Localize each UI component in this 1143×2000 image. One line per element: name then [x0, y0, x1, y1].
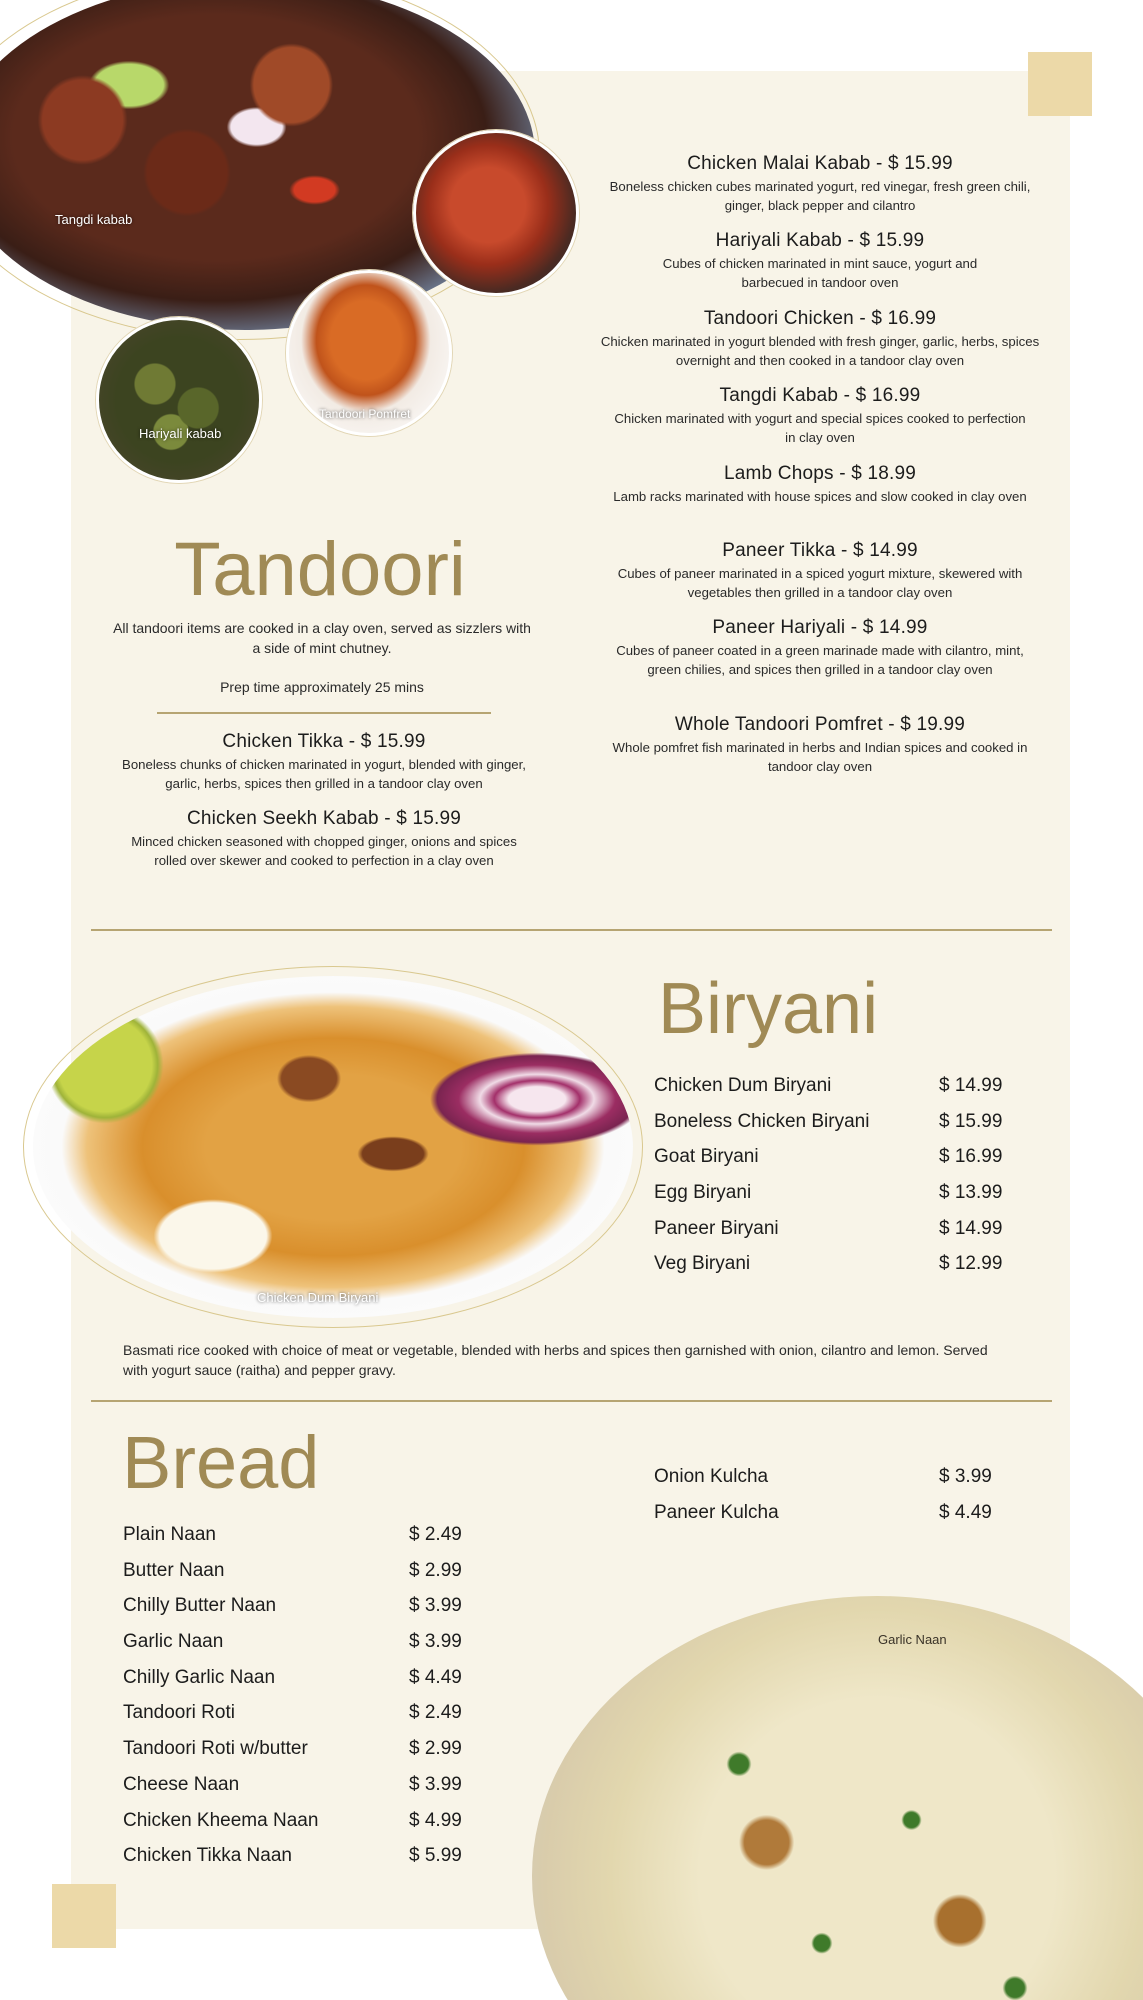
item-name: Onion Kulcha [654, 1466, 769, 1487]
menu-item [600, 308, 1040, 370]
item-name: Lamb Chops - $ 18.99 [723, 463, 916, 484]
price-row [123, 1702, 503, 1738]
item-name: Egg Biryani [654, 1182, 752, 1204]
item-name: Veg Biryani [654, 1253, 751, 1275]
item-price: $ 4.49 [939, 1501, 992, 1523]
item-name: Tandoori Chicken - $ 16.99 [703, 308, 937, 329]
item-name: Tangdi Kabab - $ 16.99 [719, 385, 921, 406]
item-name: Chicken Dum Biryani [654, 1075, 832, 1096]
item-price: $ 13.99 [939, 1182, 1003, 1204]
price-row [123, 1810, 503, 1846]
item-price: $ 3.99 [409, 1595, 462, 1617]
item-name: Hariyali Kabab - $ 15.99 [715, 230, 925, 251]
corner-square-bottom [52, 1884, 116, 1948]
price-row [654, 1182, 1054, 1218]
price-row [123, 1845, 503, 1881]
item-name: Chicken Kheema Naan [123, 1809, 319, 1831]
menu-item [610, 463, 1030, 506]
item-description: Minced chicken seasoned with chopped ginger, onions and spices rolled over skewer and cooked to perfection in a clay oven [131, 834, 517, 868]
menu-item [610, 540, 1030, 602]
item-description: Cubes of paneer marinated in a spiced yogurt mixture, skewered with vegetables then grilled in a tandoor clay oven [617, 566, 1023, 600]
tandoori-chicken-photo [413, 130, 579, 296]
price-row [123, 1667, 503, 1703]
item-description: Whole pomfret fish marinated in herbs and Indian spices and cooked in tandoor clay oven [612, 740, 1028, 774]
item-name: Cheese Naan [123, 1773, 240, 1795]
menu-item [600, 153, 1040, 215]
price-row [123, 1560, 503, 1596]
item-price: $ 3.99 [409, 1773, 462, 1795]
hariyali-kabab-caption: Hariyali kabab [139, 426, 222, 441]
price-row [654, 1218, 1054, 1254]
item-name: Tandoori Roti w/butter [123, 1738, 308, 1760]
price-row [123, 1738, 503, 1774]
item-name: Whole Tandoori Pomfret - $ 19.99 [674, 714, 966, 735]
item-description: Cubes of paneer coated in a green marinade made with cilantro, mint, green chilies, and spices then grilled in a tandoor clay oven [616, 643, 1024, 677]
menu-item [610, 385, 1030, 447]
item-price: $ 16.99 [939, 1146, 1003, 1168]
item-name: Garlic Naan [123, 1631, 224, 1653]
item-name: Goat Biryani [654, 1146, 759, 1168]
tandoori-divider [157, 712, 491, 714]
item-price: $ 14.99 [939, 1217, 1003, 1239]
price-row [654, 1075, 1054, 1111]
tandoori-pomfret-caption: Tandoori Pomfret [319, 407, 411, 421]
bread-section-title: Bread [122, 1421, 320, 1504]
tandoori-prep-time: Prep time approximately 25 mins [220, 679, 424, 695]
menu-item [600, 617, 1040, 679]
hariyali-kabab-photo [96, 317, 262, 483]
item-name: Chicken Tikka - $ 15.99 [222, 731, 426, 752]
tandoori-intro: All tandoori items are cooked in a clay oven, served as sizzlers with a side of mint chutney. [113, 620, 531, 656]
item-description: Boneless chicken cubes marinated yogurt, red vinegar, fresh green chili, ginger, black pepper and cilantro [609, 179, 1031, 213]
item-name: Paneer Tikka - $ 14.99 [722, 540, 918, 561]
item-price: $ 2.99 [409, 1559, 462, 1581]
price-row [654, 1253, 1054, 1289]
item-price: $ 4.49 [409, 1666, 462, 1688]
item-price: $ 2.49 [409, 1702, 462, 1724]
item-name: Tandoori Roti [123, 1702, 235, 1724]
corner-square-top [1028, 52, 1092, 116]
item-price: $ 4.99 [409, 1809, 462, 1831]
biryani-note: Basmati rice cooked with choice of meat or vegetable, blended with herbs and spices then garnished with onion, cilantro and lemon. Served with yogurt sauce (raitha) and pepper gravy. [123, 1342, 988, 1378]
item-description: Cubes of chicken marinated in mint sauce, yogurt and barbecued in tandoor oven [662, 256, 978, 290]
item-description: Chicken marinated in yogurt blended with fresh ginger, garlic, herbs, spices overnight and then cooked in a tandoor clay oven [600, 334, 1040, 368]
menu-item [610, 714, 1030, 776]
item-name: Paneer Hariyali - $ 14.99 [712, 617, 928, 638]
item-price: $ 5.99 [409, 1845, 462, 1867]
item-name: Chilly Butter Naan [123, 1595, 277, 1617]
price-row [123, 1524, 503, 1560]
price-row [654, 1502, 1034, 1538]
chicken-dum-biryani-photo [33, 976, 633, 1318]
biryani-caption: Chicken Dum Biryani [257, 1290, 379, 1305]
bread-price-list [123, 1524, 503, 1881]
item-name: Plain Naan [123, 1524, 216, 1545]
section-divider [91, 929, 1052, 931]
item-price: $ 3.99 [939, 1466, 992, 1487]
biryani-price-list [654, 1075, 1054, 1289]
garlic-naan-caption: Garlic Naan [878, 1632, 947, 1647]
item-name: Paneer Kulcha [654, 1501, 779, 1523]
item-name: Boneless Chicken Biryani [654, 1110, 870, 1132]
item-name: Butter Naan [123, 1559, 225, 1581]
price-row [123, 1774, 503, 1810]
item-price: $ 3.99 [409, 1631, 462, 1653]
item-description: Lamb racks marinated with house spices and slow cooked in clay oven [613, 489, 1027, 504]
item-name: Chicken Tikka Naan [123, 1845, 292, 1867]
item-price: $ 12.99 [939, 1253, 1003, 1275]
item-name: Chicken Malai Kabab - $ 15.99 [687, 153, 953, 174]
bread-price-list-right [654, 1466, 1034, 1537]
item-name: Paneer Biryani [654, 1217, 779, 1239]
tandoori-pomfret-photo [286, 270, 452, 436]
section-divider [91, 1400, 1052, 1402]
item-price: $ 15.99 [939, 1110, 1003, 1132]
item-price: $ 2.99 [409, 1738, 462, 1760]
item-name: Chicken Seekh Kabab - $ 15.99 [186, 808, 462, 829]
biryani-section-title: Biryani [658, 969, 879, 1049]
price-row [654, 1146, 1054, 1182]
tandoori-section-title: Tandoori [174, 527, 466, 612]
item-price: $ 14.99 [939, 1075, 1003, 1096]
menu-item [114, 808, 534, 870]
price-row [654, 1111, 1054, 1147]
price-row [123, 1631, 503, 1667]
menu-item [104, 731, 544, 793]
item-name: Chilly Garlic Naan [123, 1666, 276, 1688]
tangdi-kabab-caption: Tangdi kabab [55, 212, 133, 227]
menu-item [630, 230, 1010, 292]
item-description: Chicken marinated with yogurt and special spices cooked to perfection in clay oven [614, 411, 1026, 445]
item-price: $ 2.49 [409, 1524, 462, 1545]
price-row [123, 1595, 503, 1631]
item-description: Boneless chunks of chicken marinated in yogurt, blended with ginger, garlic, herbs, spices then grilled in a tandoor clay oven [122, 757, 526, 791]
price-row [654, 1466, 1034, 1502]
